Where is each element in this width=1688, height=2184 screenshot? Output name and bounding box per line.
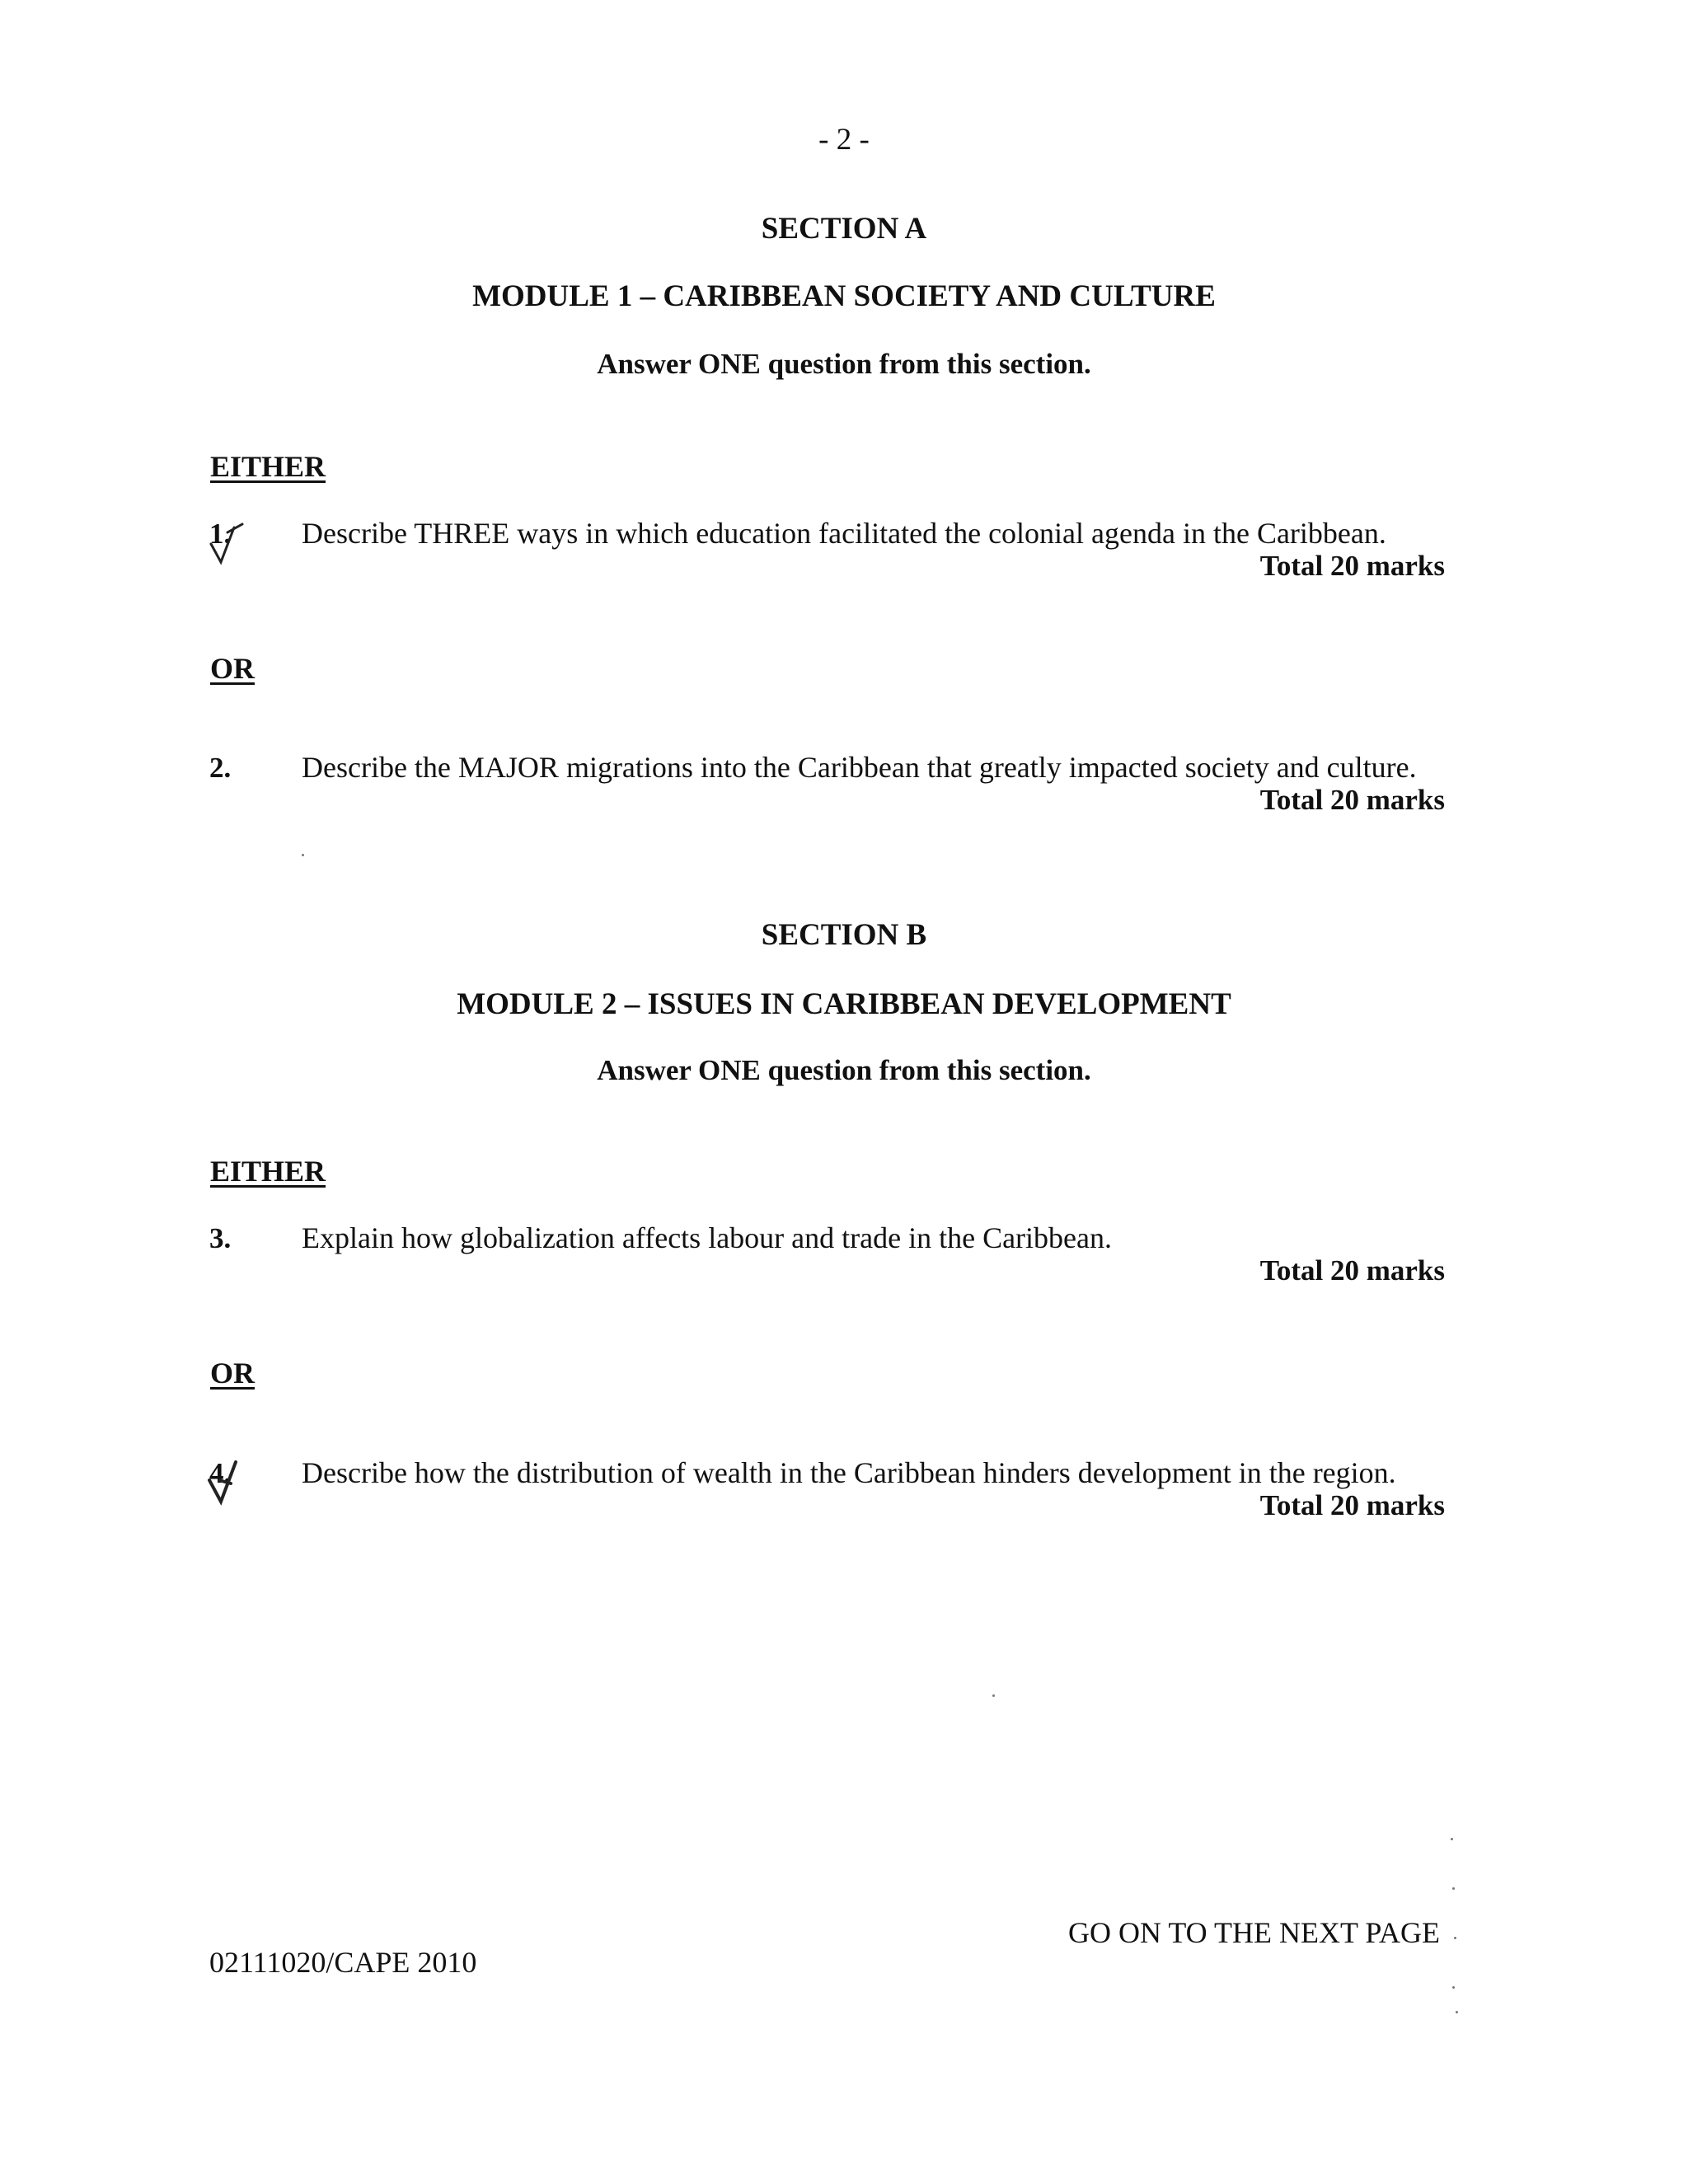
- scan-speck: [1456, 2011, 1458, 2013]
- section-a-title: SECTION A: [761, 212, 927, 246]
- section-b-either-label: EITHER: [210, 1155, 326, 1188]
- question-1-marks: Total 20 marks: [1259, 550, 1445, 582]
- handwritten-check-icon: [206, 521, 247, 567]
- section-a-either-label: EITHER: [210, 450, 326, 483]
- page-number: - 2 -: [818, 123, 870, 157]
- scan-speck: [1454, 1937, 1456, 1939]
- section-b-instruction: Answer ONE question from this section.: [597, 1054, 1091, 1086]
- scan-speck: [1451, 1838, 1453, 1840]
- handwritten-check-icon: [203, 1455, 247, 1507]
- section-a-or-label: OR: [210, 652, 255, 685]
- module-2-title: MODULE 2 – ISSUES IN CARIBBEAN DEVELOPMENT: [457, 987, 1231, 1021]
- question-4-text: Describe how the distribution of wealth in the Caribbean hinders development in the region.: [302, 1456, 1396, 1489]
- question-2-number: 2.: [209, 752, 232, 784]
- question-2-text: Describe the MAJOR migrations into the Caribbean that greatly impacted society and culture.: [302, 751, 1417, 784]
- question-2-marks: Total 20 marks: [1259, 784, 1445, 816]
- scan-speck: [1452, 1887, 1455, 1890]
- section-a-instruction: Answer ONE question from this section.: [597, 348, 1091, 380]
- scan-speck: [302, 854, 304, 856]
- question-4-marks: Total 20 marks: [1259, 1489, 1445, 1521]
- module-1-title: MODULE 1 – CARIBBEAN SOCIETY AND CULTURE: [472, 279, 1216, 313]
- section-b-title: SECTION B: [761, 918, 927, 952]
- exam-code: 02111020/CAPE 2010: [209, 1946, 477, 1979]
- section-b-or-label: OR: [210, 1357, 255, 1390]
- question-1-number: 1.: [209, 518, 232, 550]
- scan-speck: [1452, 1986, 1455, 1989]
- question-4-number: 4.: [209, 1457, 232, 1489]
- question-3-number: 3.: [209, 1222, 232, 1254]
- question-1-text: Describe THREE ways in which education facilitated the colonial agenda in the Caribbean.: [302, 517, 1386, 550]
- next-page-note: GO ON TO THE NEXT PAGE: [1068, 1916, 1441, 1949]
- question-3-marks: Total 20 marks: [1259, 1254, 1445, 1286]
- question-3-text: Explain how globalization affects labour and trade in the Caribbean.: [302, 1221, 1113, 1254]
- scan-speck: [992, 1694, 995, 1697]
